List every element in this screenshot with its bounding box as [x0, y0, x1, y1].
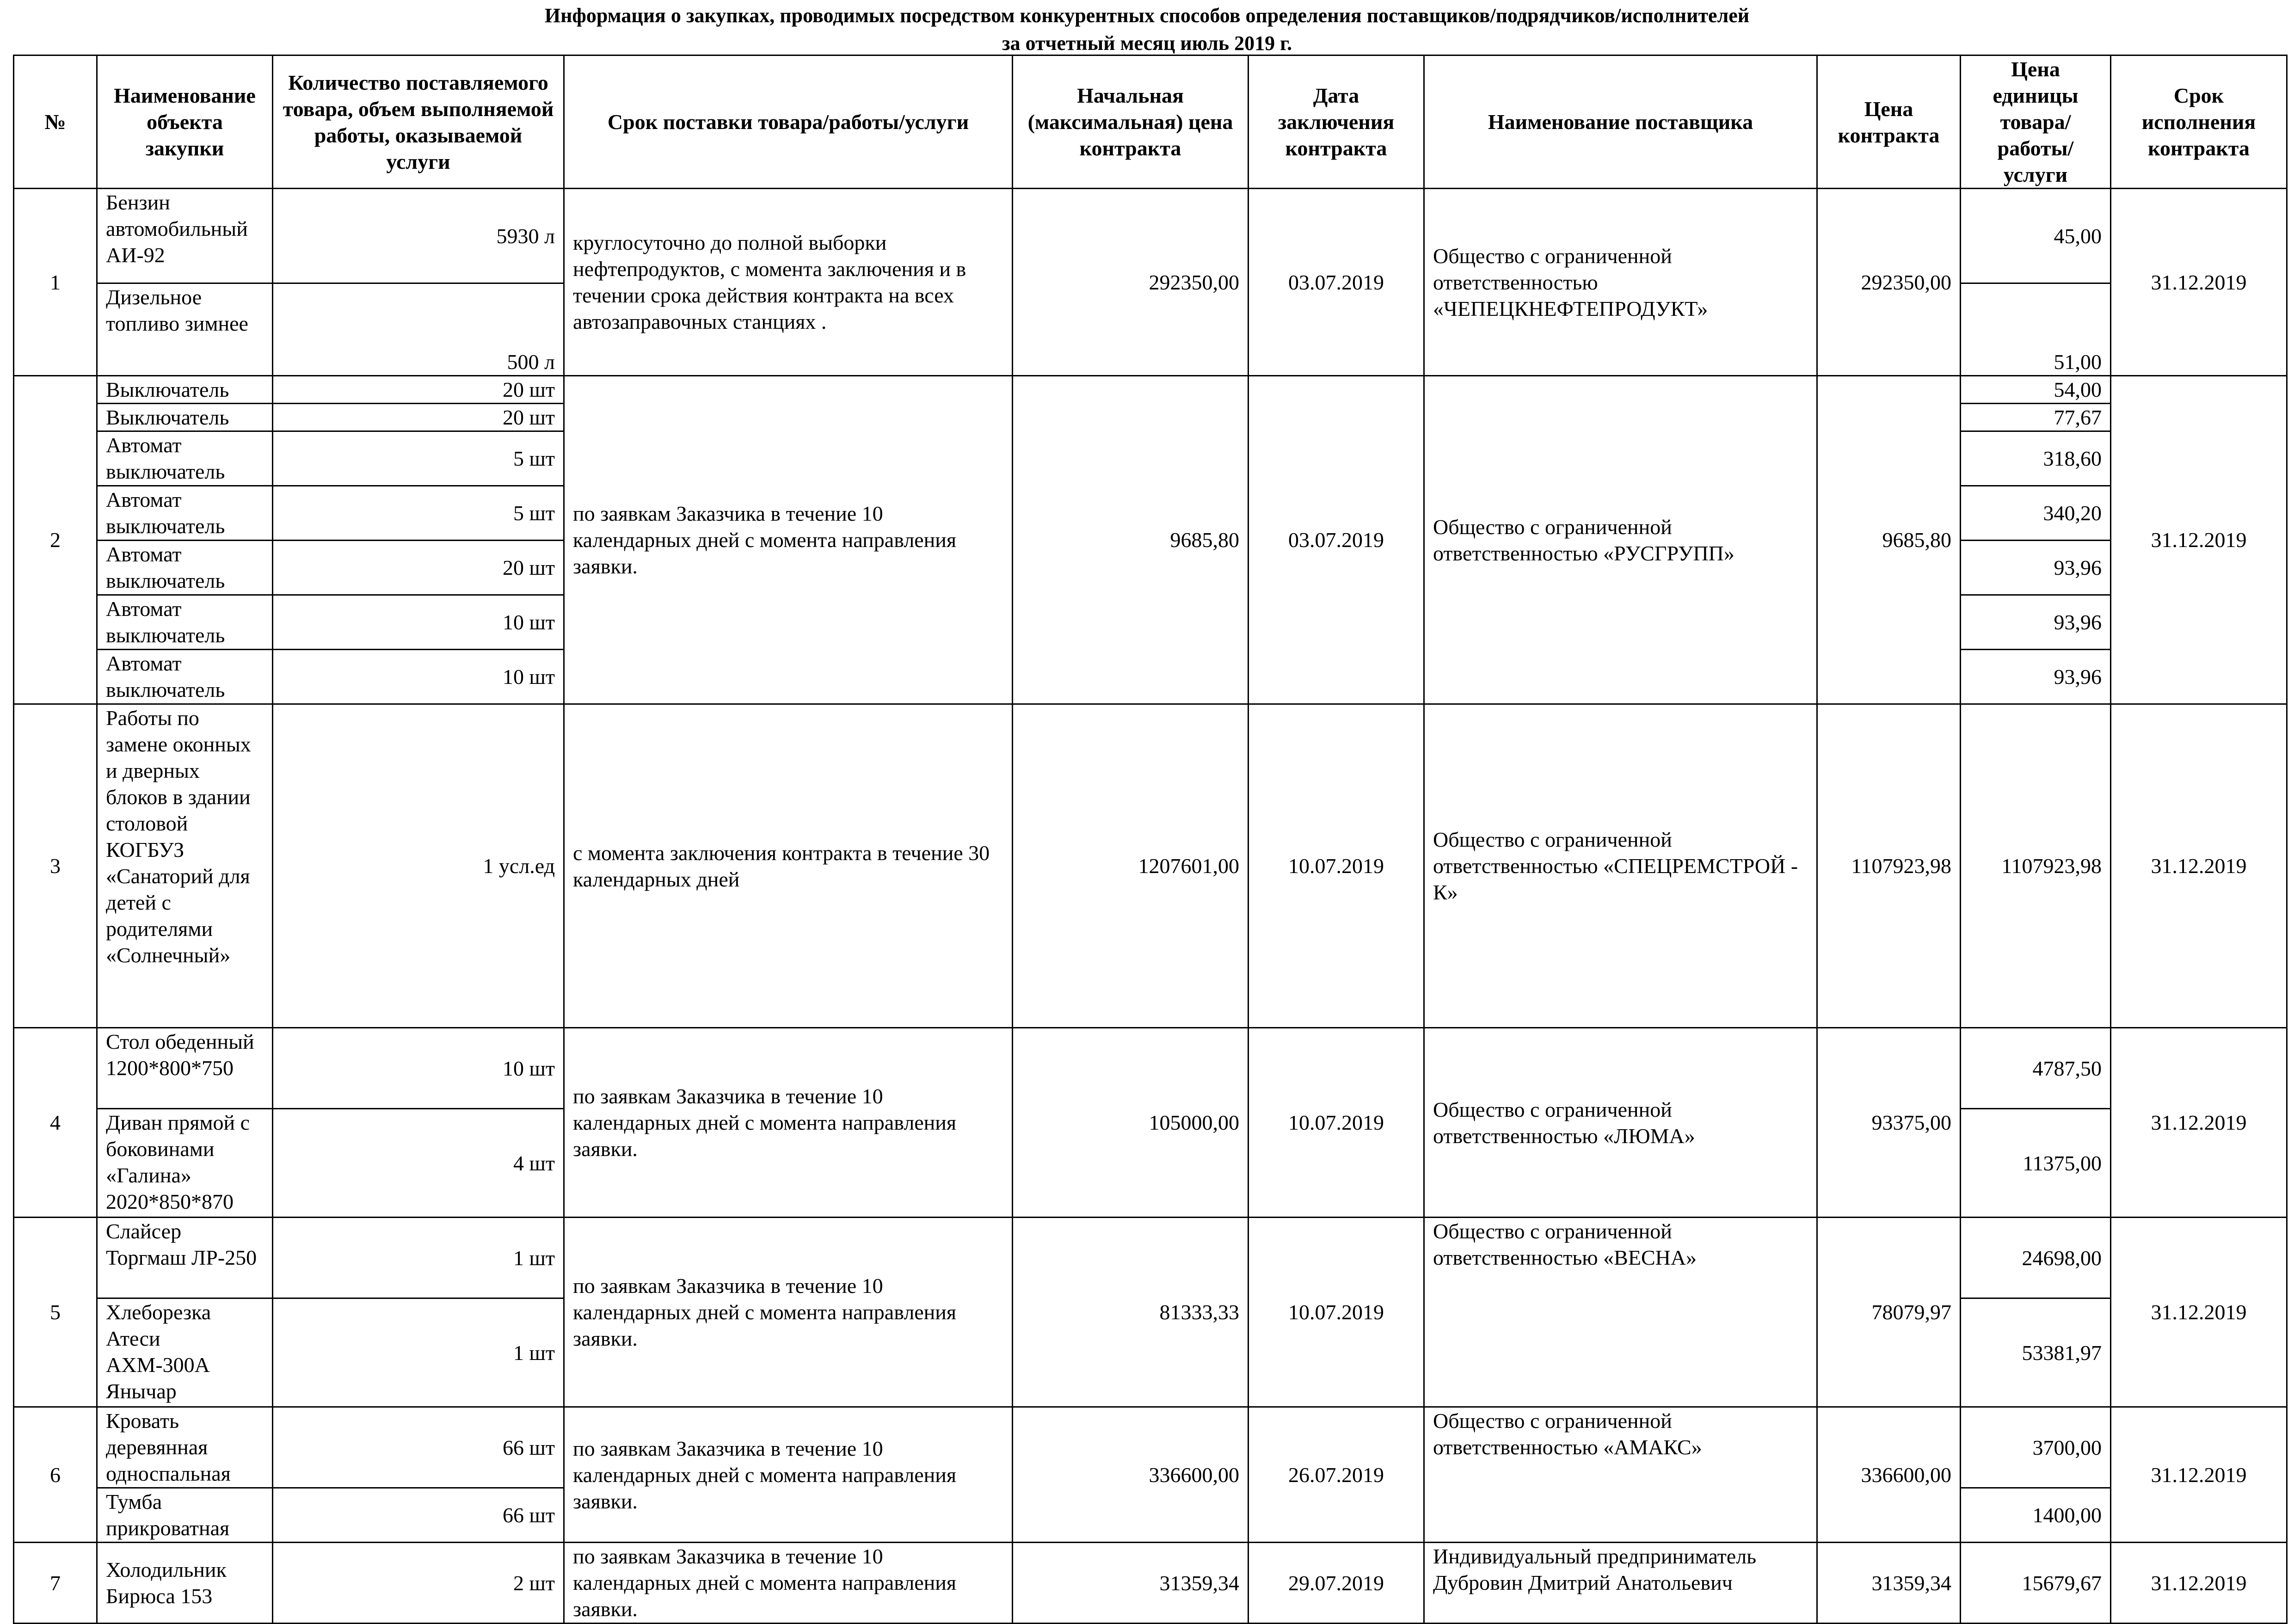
contract-num: 6 [14, 1407, 97, 1543]
header-contract-price: Цена контракта [1817, 55, 1961, 189]
item-unit-price: 15679,67 [1961, 1543, 2111, 1624]
page-title [0, 2, 2294, 57]
item-name: Автомат выключатель [97, 486, 273, 541]
item-qty: 2 шт [273, 1543, 564, 1624]
contract-deadline: 31.12.2019 [2111, 704, 2287, 1028]
header-quantity: Количество поставляемого товара, объем выполняемой работы, оказываемой услуги [273, 55, 564, 189]
item-qty: 1 усл.ед [273, 704, 564, 1028]
contract-num: 1 [14, 189, 97, 376]
contract-supplier: Общество с ограниченной ответственностью «СПЕЦРЕМСТРОЙ - К» [1424, 704, 1817, 1028]
contract-num: 4 [14, 1028, 97, 1218]
contract-term: с момента заключения контракта в течение 30 календарных дней [564, 704, 1013, 1028]
header-object: Наименование объекта закупки [97, 55, 273, 189]
item-qty: 10 шт [273, 650, 564, 704]
contract-deadline: 31.12.2019 [2111, 1543, 2287, 1624]
contract-price: 93375,00 [1817, 1028, 1961, 1218]
contract-price: 9685,80 [1817, 376, 1961, 704]
contract-date: 03.07.2019 [1248, 189, 1424, 376]
item-qty: 20 шт [273, 376, 564, 404]
contract-initial-price: 105000,00 [1013, 1028, 1248, 1218]
item-name: Дизельное топливо зимнее [97, 283, 273, 376]
contract-deadline: 31.12.2019 [2111, 189, 2287, 376]
contract-initial-price: 1207601,00 [1013, 704, 1248, 1028]
item-name: Автомат выключатель [97, 595, 273, 650]
contract-term: по заявкам Заказчика в течение 10 календарных дней с момента направления заявки. [564, 1028, 1013, 1218]
item-qty: 5 шт [273, 431, 564, 486]
contract-supplier: Общество с ограниченной ответственностью «АМАКС» [1424, 1407, 1817, 1543]
contract-supplier: Общество с ограниченной ответственностью «ЧЕПЕЦКНЕФТЕПРОДУКТ» [1424, 189, 1817, 376]
header-supplier: Наименование поставщика [1424, 55, 1817, 189]
item-unit-price: 93,96 [1961, 595, 2111, 650]
table-row [14, 1407, 2287, 1488]
item-name: Стол обеденный 1200*800*750 [97, 1028, 273, 1109]
contract-initial-price: 31359,34 [1013, 1543, 1248, 1624]
item-unit-price: 24698,00 [1961, 1218, 2111, 1298]
contract-term: по заявкам Заказчика в течение 10 календарных дней с момента направления заявки. [564, 376, 1013, 704]
contract-term: по заявкам Заказчика в течение 10 календарных дней с момента направления заявки. [564, 1407, 1013, 1543]
contract-deadline: 31.12.2019 [2111, 1218, 2287, 1407]
item-qty: 20 шт [273, 541, 564, 595]
title-line-2: за отчетный месяц июль 2019 г. [1002, 32, 1292, 55]
contract-initial-price: 9685,80 [1013, 376, 1248, 704]
item-unit-price: 1107923,98 [1961, 704, 2111, 1028]
contract-supplier: Общество с ограниченной ответственностью «ЛЮМА» [1424, 1028, 1817, 1218]
title-line-1: Информация о закупках, проводимых посредством конкурентных способов определения поставщиков/подрядчиков/исполнителей [544, 4, 1750, 27]
item-qty: 10 шт [273, 1028, 564, 1109]
contract-price: 292350,00 [1817, 189, 1961, 376]
contract-date: 10.07.2019 [1248, 1028, 1424, 1218]
contract-deadline: 31.12.2019 [2111, 1407, 2287, 1543]
item-qty: 4 шт [273, 1109, 564, 1218]
contract-price: 1107923,98 [1817, 704, 1961, 1028]
item-name: Работы по замене оконных и дверных блоков в здании столовой КОГБУЗ «Санаторий для детей с родителями «Солнечный» [97, 704, 273, 1028]
item-qty: 1 шт [273, 1298, 564, 1407]
item-unit-price: 53381,97 [1961, 1298, 2111, 1407]
table-row [14, 1543, 2287, 1624]
contract-date: 29.07.2019 [1248, 1543, 1424, 1624]
item-name: Холодильник Бирюса 153 [97, 1543, 273, 1624]
item-name: Кровать деревянная односпальная [97, 1407, 273, 1488]
item-name: Выключатель [97, 404, 273, 431]
item-unit-price: 54,00 [1961, 376, 2111, 404]
item-unit-price: 93,96 [1961, 541, 2111, 595]
contract-date: 10.07.2019 [1248, 704, 1424, 1028]
item-name: Автомат выключатель [97, 650, 273, 704]
contract-date: 26.07.2019 [1248, 1407, 1424, 1543]
item-unit-price: 51,00 [1961, 283, 2111, 376]
item-unit-price: 340,20 [1961, 486, 2111, 541]
item-qty: 5930 л [273, 189, 564, 283]
item-qty: 20 шт [273, 404, 564, 431]
header-unit-price: Цена единицы товара/ работы/ услуги [1961, 55, 2111, 189]
item-unit-price: 1400,00 [1961, 1488, 2111, 1543]
header-term: Срок поставки товара/работы/услуги [564, 55, 1013, 189]
item-unit-price: 11375,00 [1961, 1109, 2111, 1218]
item-qty: 66 шт [273, 1407, 564, 1488]
contract-initial-price: 336600,00 [1013, 1407, 1248, 1543]
item-name: Выключатель [97, 376, 273, 404]
item-unit-price: 3700,00 [1961, 1407, 2111, 1488]
item-qty: 500 л [273, 283, 564, 376]
contract-deadline: 31.12.2019 [2111, 376, 2287, 704]
contract-initial-price: 292350,00 [1013, 189, 1248, 376]
item-qty: 66 шт [273, 1488, 564, 1543]
header-row [14, 55, 2287, 189]
contract-supplier: Общество с ограниченной ответственностью «ВЕСНА» [1424, 1218, 1817, 1407]
contract-price: 336600,00 [1817, 1407, 1961, 1543]
header-deadline: Срок исполнения контракта [2111, 55, 2287, 189]
item-qty: 10 шт [273, 595, 564, 650]
procurement-table [13, 55, 2288, 1624]
contract-supplier: Индивидуальный предприниматель Дубровин Дмитрий Анатольевич [1424, 1543, 1817, 1624]
contract-date: 10.07.2019 [1248, 1218, 1424, 1407]
header-date: Дата заключения контракта [1248, 55, 1424, 189]
item-name: Автомат выключатель [97, 541, 273, 595]
header-initial-price: Начальная (максимальная) цена контракта [1013, 55, 1248, 189]
item-unit-price: 93,96 [1961, 650, 2111, 704]
header-num: № [14, 55, 97, 189]
contract-supplier: Общество с ограниченной ответственностью «РУСГРУПП» [1424, 376, 1817, 704]
contract-term: круглосуточно до полной выборки нефтепродуктов, с момента заключения и в течении срока действия контракта на всех автозаправочных станциях . [564, 189, 1013, 376]
item-unit-price: 77,67 [1961, 404, 2111, 431]
contract-deadline: 31.12.2019 [2111, 1028, 2287, 1218]
item-qty: 1 шт [273, 1218, 564, 1298]
item-unit-price: 4787,50 [1961, 1028, 2111, 1109]
table-row [14, 189, 2287, 283]
contract-date: 03.07.2019 [1248, 376, 1424, 704]
contract-num: 7 [14, 1543, 97, 1624]
contract-price: 78079,97 [1817, 1218, 1961, 1407]
item-unit-price: 318,60 [1961, 431, 2111, 486]
contract-term: по заявкам Заказчика в течение 10 календарных дней с момента направления заявки. [564, 1543, 1013, 1624]
item-name: Автомат выключатель [97, 431, 273, 486]
contract-price: 31359,34 [1817, 1543, 1961, 1624]
item-unit-price: 45,00 [1961, 189, 2111, 283]
table-row [14, 376, 2287, 404]
table-row [14, 1028, 2287, 1109]
item-name: Слайсер Торгмаш ЛР-250 [97, 1218, 273, 1298]
contract-num: 3 [14, 704, 97, 1028]
table-row [14, 704, 2287, 1028]
item-qty: 5 шт [273, 486, 564, 541]
table-row [14, 1218, 2287, 1298]
item-name: Диван прямой с боковинами «Галина» 2020*850*870 [97, 1109, 273, 1218]
contract-term: по заявкам Заказчика в течение 10 календарных дней с момента направления заявки. [564, 1218, 1013, 1407]
contract-num: 5 [14, 1218, 97, 1407]
contract-num: 2 [14, 376, 97, 704]
item-name: Тумба прикроватная [97, 1488, 273, 1543]
item-name: Бензин автомобильный АИ-92 [97, 189, 273, 283]
contract-initial-price: 81333,33 [1013, 1218, 1248, 1407]
item-name: Хлеборезка Атеси АХМ-300А Янычар [97, 1298, 273, 1407]
